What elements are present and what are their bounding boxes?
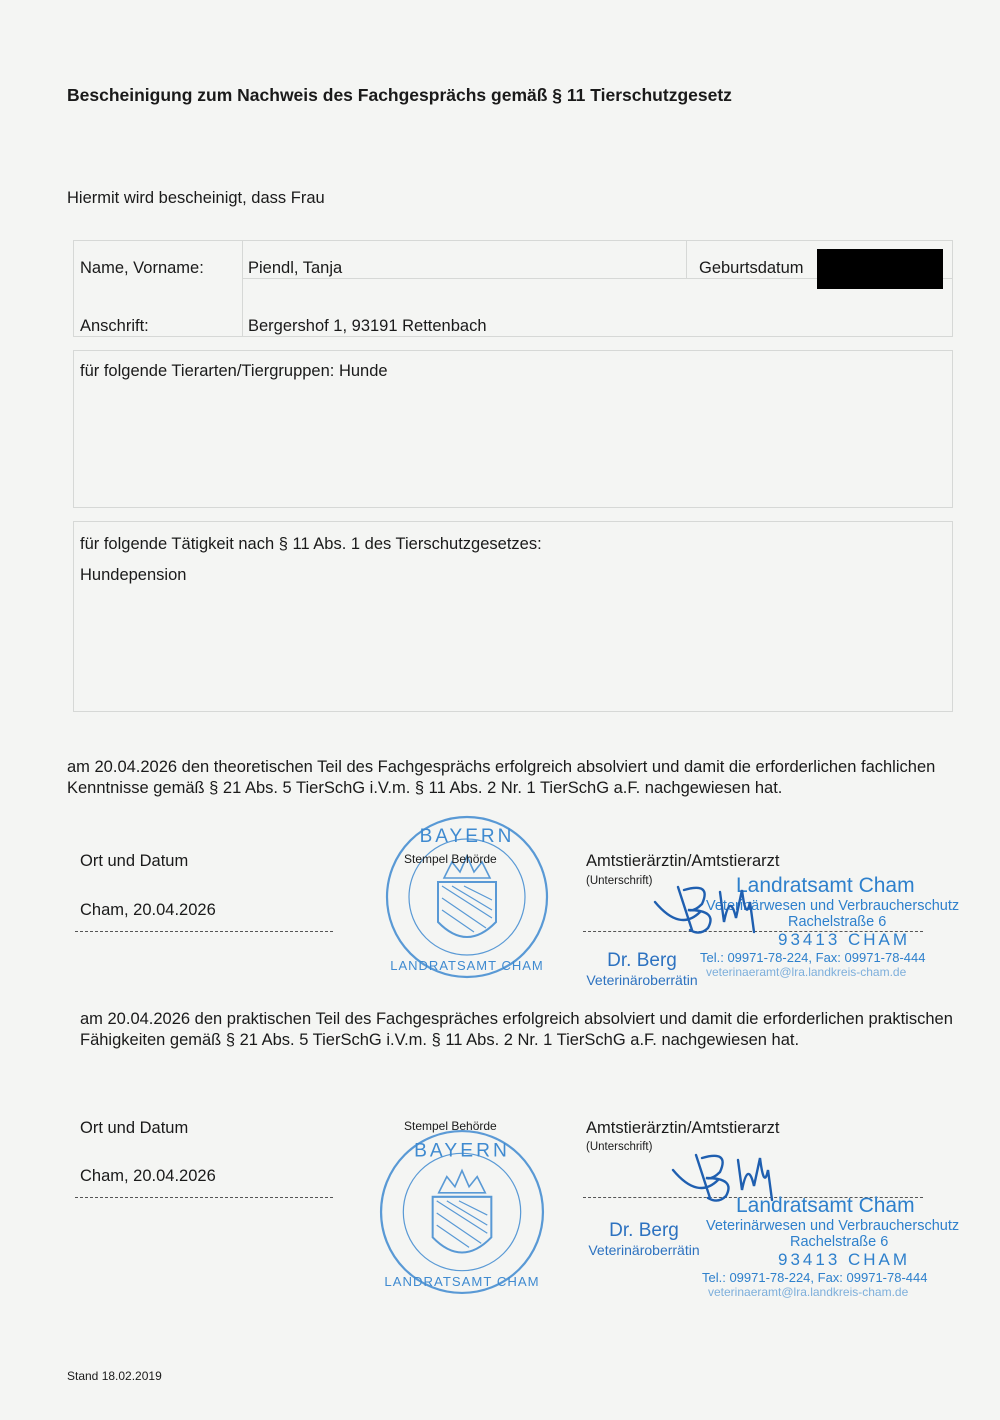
office-department: Veterinärwesen und Verbraucherschutz bbox=[706, 1218, 960, 1234]
doctor-role: Veterinäroberrätin bbox=[588, 1242, 700, 1258]
theory-signature bbox=[650, 872, 770, 942]
office-city: 93413 CHAM bbox=[778, 930, 911, 949]
address-label: Anschrift: bbox=[80, 317, 149, 335]
name-value: Piendl, Tanja bbox=[248, 259, 343, 277]
table-divider bbox=[686, 240, 687, 278]
seal-top-text: BAYERN bbox=[419, 826, 515, 847]
office-city: 93413 CHAM bbox=[778, 1250, 911, 1269]
animals-text: für folgende Tierarten/Tiergruppen: Hunde bbox=[80, 362, 388, 380]
theory-date-line bbox=[75, 931, 333, 932]
intro-text: Hiermit wird bescheinigt, dass Frau bbox=[67, 189, 325, 207]
practice-seal bbox=[376, 1126, 548, 1298]
footer-version: Stand 18.02.2019 bbox=[67, 1369, 162, 1383]
doctor-name: Dr. Berg bbox=[609, 1220, 679, 1241]
practice-signature-sub: (Unterschrift) bbox=[586, 1141, 653, 1153]
practice-place-date-value: Cham, 20.04.2026 bbox=[80, 1167, 216, 1185]
address-value: Bergershof 1, 93191 Rettenbach bbox=[248, 317, 487, 335]
theory-place-date-label: Ort und Datum bbox=[80, 852, 189, 870]
office-email: veterinaeramt@lra.landkreis-cham.de bbox=[708, 1285, 909, 1299]
office-street: Rachelstraße 6 bbox=[788, 914, 887, 930]
theory-stamp-label: Stempel Behörde bbox=[404, 852, 497, 866]
practice-place-date-label: Ort und Datum bbox=[80, 1119, 189, 1137]
document-title: Bescheinigung zum Nachweis des Fachgesprächs gemäß § 11 Tierschutzgesetz bbox=[67, 85, 732, 105]
theory-doctor-stamp bbox=[577, 950, 707, 988]
practice-paragraph: am 20.04.2026 den praktischen Teil des Fachgespräches erfolgreich absolviert und damit die erforderlichen praktischen Fähigkeiten gemäß § 21 Abs. 5 TierSchG i.V.m. § 11 Abs. 2 Nr. 1 TierSchG a.F. nachgewiesen hat. bbox=[80, 1010, 953, 1049]
practice-signature-label: Amtstierärztin/Amtstierarzt bbox=[586, 1119, 780, 1137]
office-street: Rachelstraße 6 bbox=[790, 1234, 889, 1250]
theory-signature-label: Amtstierärztin/Amtstierarzt bbox=[586, 852, 780, 870]
office-name: Landratsamt Cham bbox=[736, 874, 915, 897]
practice-doctor-stamp bbox=[578, 1220, 710, 1258]
office-phone: Tel.: 09971-78-224, Fax: 09971-78-444 bbox=[700, 950, 926, 965]
office-phone: Tel.: 09971-78-224, Fax: 09971-78-444 bbox=[702, 1270, 928, 1285]
doctor-role: Veterinäroberrätin bbox=[586, 972, 698, 988]
office-department: Veterinärwesen und Verbraucherschutz bbox=[706, 898, 960, 914]
theory-paragraph: am 20.04.2026 den theoretischen Teil des Fachgesprächs erfolgreich absolviert und damit die erforderlichen fachlichen Kenntnisse gemäß § 21 Abs. 5 TierSchG i.V.m. § 11 Abs. 2 Nr. 1 TierSchG a.F. nachgewiesen hat. bbox=[67, 758, 936, 797]
activity-label: für folgende Tätigkeit nach § 11 Abs. 1 des Tierschutzgesetzes: bbox=[80, 535, 542, 553]
theory-place-date-value: Cham, 20.04.2026 bbox=[80, 901, 216, 919]
office-email: veterinaeramt@lra.landkreis-cham.de bbox=[706, 965, 907, 979]
redaction-bar bbox=[817, 249, 943, 289]
practice-date-line bbox=[75, 1197, 333, 1198]
seal-bottom-text: LANDRATSAMT CHAM bbox=[384, 1273, 540, 1289]
seal-top-text: BAYERN bbox=[414, 1140, 510, 1162]
office-name: Landratsamt Cham bbox=[736, 1194, 915, 1217]
seal-bottom-text: LANDRATSAMT CHAM bbox=[390, 958, 544, 973]
doctor-name: Dr. Berg bbox=[607, 950, 677, 971]
practice-signature bbox=[668, 1140, 788, 1210]
activity-value: Hundepension bbox=[80, 566, 187, 584]
table-divider bbox=[242, 240, 243, 337]
name-label: Name, Vorname: bbox=[80, 259, 204, 277]
practice-stamp-label: Stempel Behörde bbox=[404, 1119, 497, 1133]
theory-signature-sub: (Unterschrift) bbox=[586, 875, 653, 887]
birthdate-label: Geburtsdatum bbox=[699, 259, 804, 277]
theory-seal bbox=[382, 812, 552, 982]
